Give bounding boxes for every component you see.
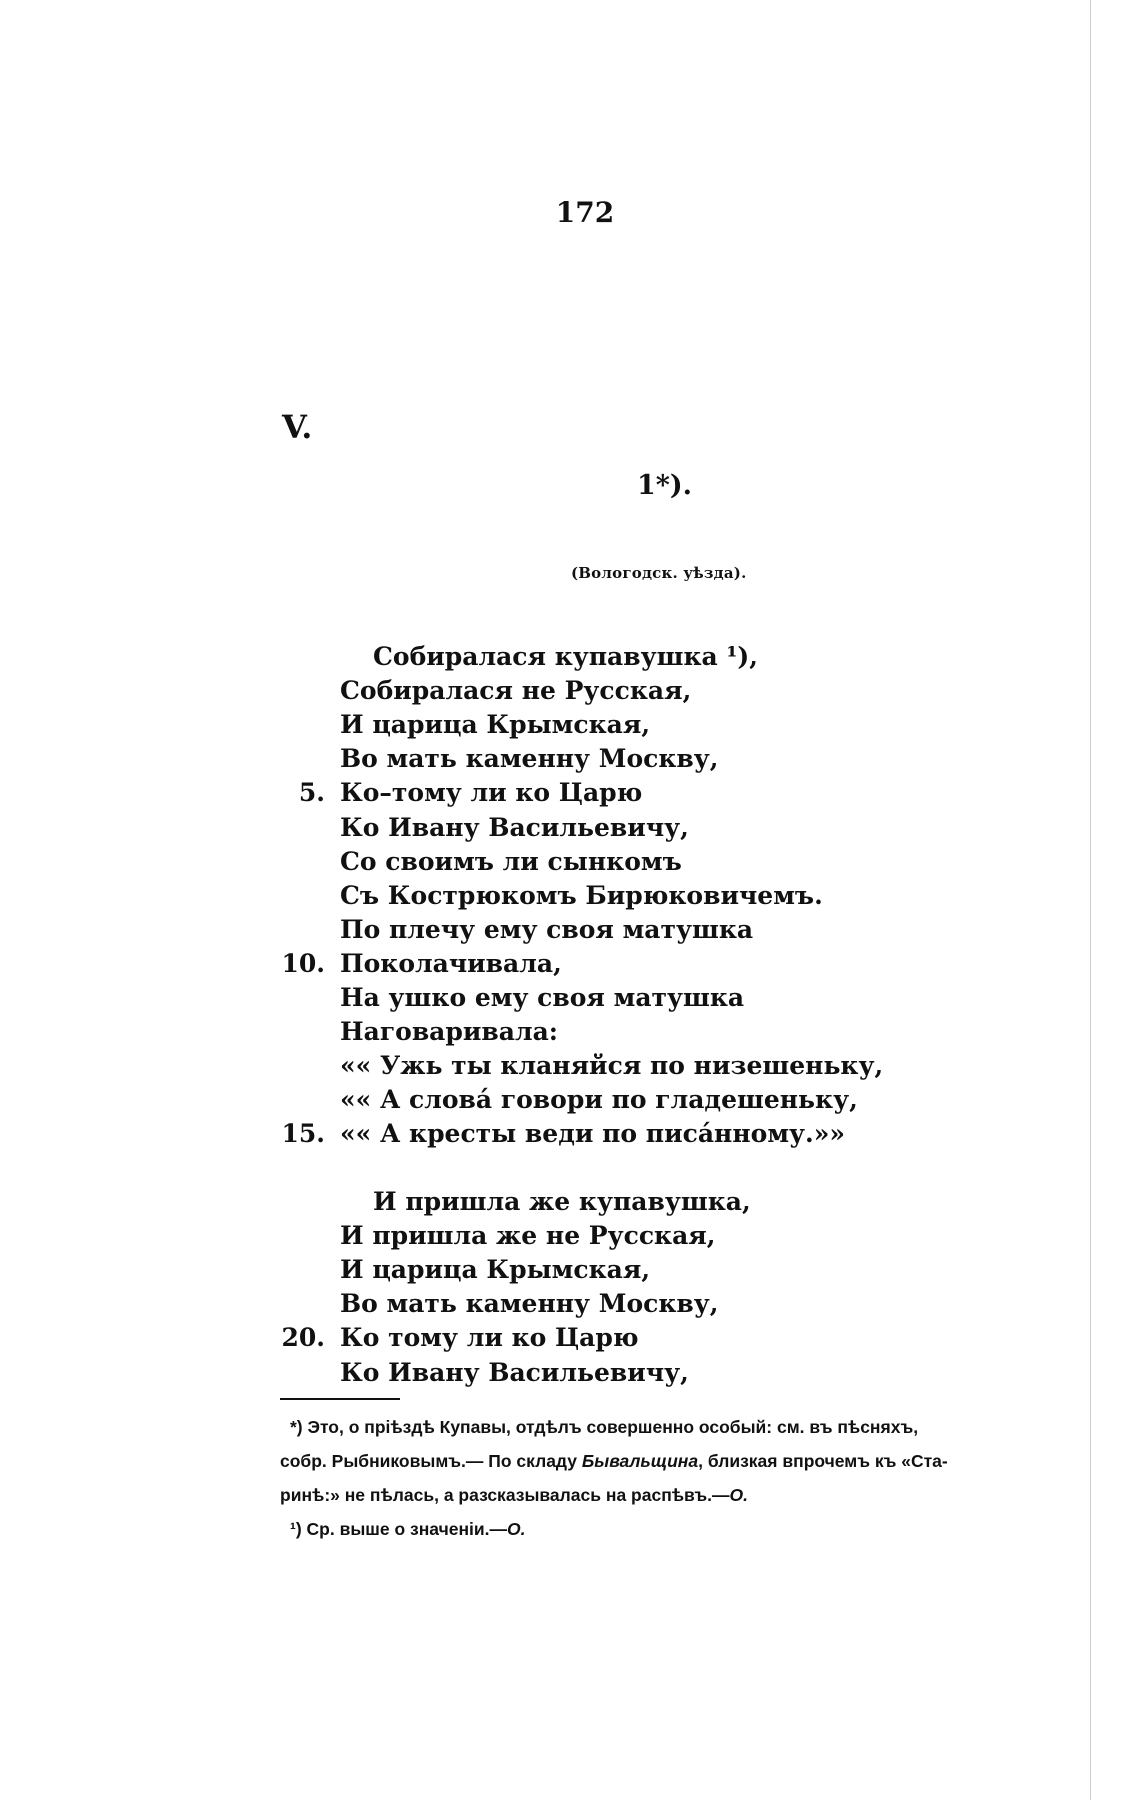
song-number: 1*). (637, 470, 693, 501)
footnote-1-line-1: *) Это, о прiѣздѣ Купавы, отдѣлъ совершенно особый: см. въ пѣсняхъ, (290, 1417, 919, 1437)
footnote-1-line-2-text-b: , близкая впрочемъ къ «Ста- (698, 1451, 948, 1471)
verse-line: Во мать каменну Москву, (340, 1289, 719, 1318)
verse-line: И царица Крымская, (340, 1255, 651, 1284)
verse-line: Собиралася не Русская, (340, 676, 692, 705)
footnote-1-line-3 (280, 1478, 1020, 1512)
verse-line: Собиралася купавушка ¹), (373, 642, 758, 671)
footnote-1-line-3-text: ринѣ:» не пѣлась, а разсказывалась на распѣвъ.— (280, 1485, 730, 1505)
line-number: 10. (281, 949, 325, 978)
verse-line: По плечу ему своя матушка (340, 915, 754, 944)
verse-line: И пришла же купавушка, (373, 1187, 751, 1216)
verse-line: Ко Ивану Васильевичу, (340, 1358, 689, 1387)
section-mark: V. (282, 408, 313, 446)
footnote-1-signature: О. (729, 1485, 748, 1505)
provenance-note: (Вологодск. уѣзда). (571, 564, 747, 582)
footnotes (280, 1410, 1020, 1546)
line-number: 5. (298, 778, 325, 807)
footnote-2 (280, 1512, 1020, 1546)
verse-line: Ко–тому ли ко Царю (340, 778, 643, 807)
verse-line: «« Ужь ты кланяйся по низешеньку, (340, 1051, 884, 1080)
verse-line: И царица Крымская, (340, 710, 651, 739)
footnote-2-signature: О. (507, 1519, 526, 1539)
verse-line: «« А кресты веди по писа́нному.»» (340, 1119, 846, 1148)
verse-line: Съ Кострюкомъ Бирюковичемъ. (340, 881, 823, 910)
footnote-1-line-2-text-a: собр. Рыбниковымъ.— По складу (280, 1451, 582, 1471)
verse-line: «« А слова́ говори по гладешеньку, (340, 1085, 858, 1114)
verse-line: И пришла же не Русская, (340, 1221, 716, 1250)
verse-line: На ушко ему своя матушка (340, 983, 745, 1012)
line-number: 20. (281, 1323, 325, 1352)
page-number: 172 (555, 196, 615, 229)
verse-line: Со своимъ ли сынкомъ (340, 847, 682, 876)
verse-line: Во мать каменну Москву, (340, 744, 719, 773)
verse-line: Поколачивала, (340, 949, 562, 978)
footnote-1-italic-term: Бывальщина (581, 1451, 699, 1471)
line-number: 15. (281, 1119, 325, 1148)
footnote-rule (280, 1398, 400, 1400)
verse-line: Ко Ивану Васильевичу, (340, 813, 689, 842)
footnote-1-line-2 (280, 1444, 1020, 1478)
footnote-2-text: ¹) Ср. выше о значенiи.— (290, 1519, 508, 1539)
verse-line: Наговаривала: (340, 1017, 559, 1046)
verse-line: Ко тому ли ко Царю (340, 1323, 639, 1352)
